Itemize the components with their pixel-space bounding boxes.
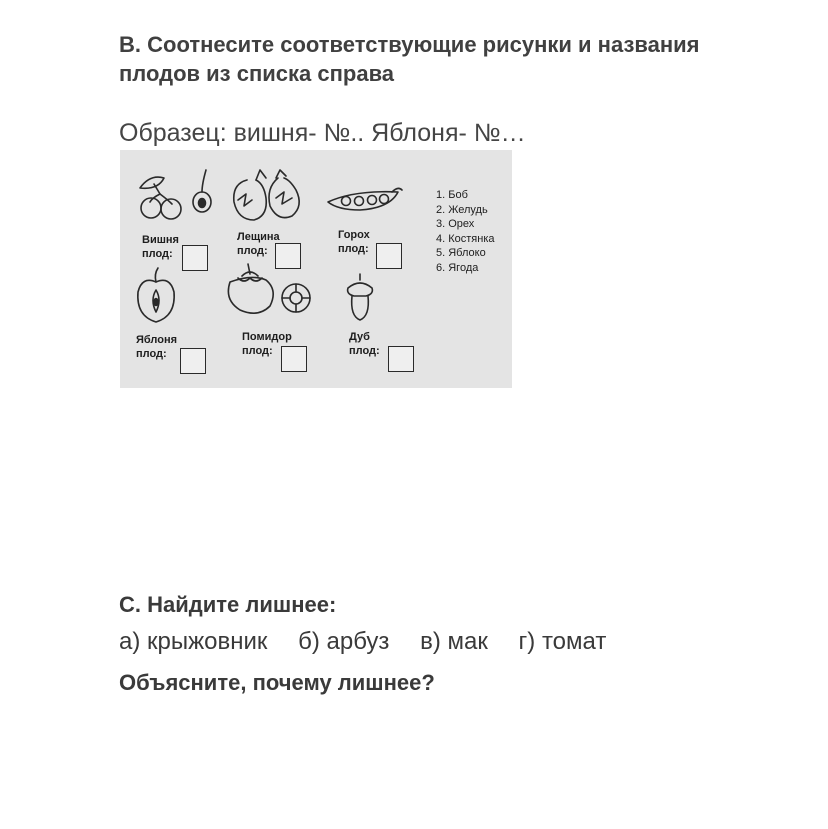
fruit-label-apple: плод:: [136, 348, 167, 360]
pea-pod-drawing: [328, 188, 402, 210]
fruit-type-item: 6. Ягода: [436, 261, 479, 274]
acorn-drawing: [348, 274, 373, 320]
tomato-drawing: [228, 264, 310, 313]
answer-box-pea[interactable]: [376, 243, 402, 269]
hazel-drawing: [234, 170, 299, 220]
fruit-type-item: 3. Орех: [436, 218, 475, 231]
answer-box-oak[interactable]: [388, 346, 414, 372]
explain-prompt: Объясните, почему лишнее?: [119, 670, 435, 695]
cherry-drawing: [140, 170, 211, 219]
option-c: в) мак: [420, 628, 488, 655]
options-row: [119, 628, 630, 656]
fruit-label-hazel: плод:: [237, 245, 268, 257]
fruit-type-item: 4. Костянка: [436, 232, 495, 245]
answer-box-apple[interactable]: [180, 348, 206, 374]
fruit-label-oak: плод:: [349, 345, 380, 357]
fruit-type-item: 2. Желудь: [436, 203, 488, 216]
answer-box-cherry[interactable]: [182, 245, 208, 271]
fruit-label-pea: плод:: [338, 243, 369, 255]
option-b: б) арбуз: [298, 628, 390, 655]
plant-name-apple: Яблоня: [136, 334, 178, 346]
answer-box-hazel[interactable]: [275, 243, 301, 269]
sample-line: Образец: вишня- №.. Яблоня- №…: [119, 119, 526, 147]
answer-box-tomato[interactable]: [281, 346, 307, 372]
worksheet-image: [120, 150, 512, 388]
fruit-type-item: 1. Боб: [436, 189, 468, 201]
plant-name-tomato: Помидор: [242, 331, 292, 343]
plant-name-pea: Горох: [338, 229, 370, 241]
fruit-type-list: [436, 188, 495, 276]
plant-name-cherry: Вишня: [142, 234, 179, 246]
task-c-title: С. Найдите лишнее:: [119, 592, 337, 617]
fruit-label-tomato: плод:: [242, 345, 273, 357]
plant-name-hazel: Лещина: [237, 231, 280, 243]
fruit-type-item: 5. Яблоко: [436, 247, 486, 260]
option-d: г) томат: [518, 628, 607, 655]
option-a: а) крыжовник: [119, 628, 268, 655]
fruit-label-cherry: плод:: [142, 248, 173, 260]
apple-drawing: [138, 268, 174, 322]
plant-name-oak: Дуб: [349, 331, 370, 343]
task-b-title: В. Соотнесите соответствующие рисунки и названия плодов из списка справа: [119, 32, 700, 86]
